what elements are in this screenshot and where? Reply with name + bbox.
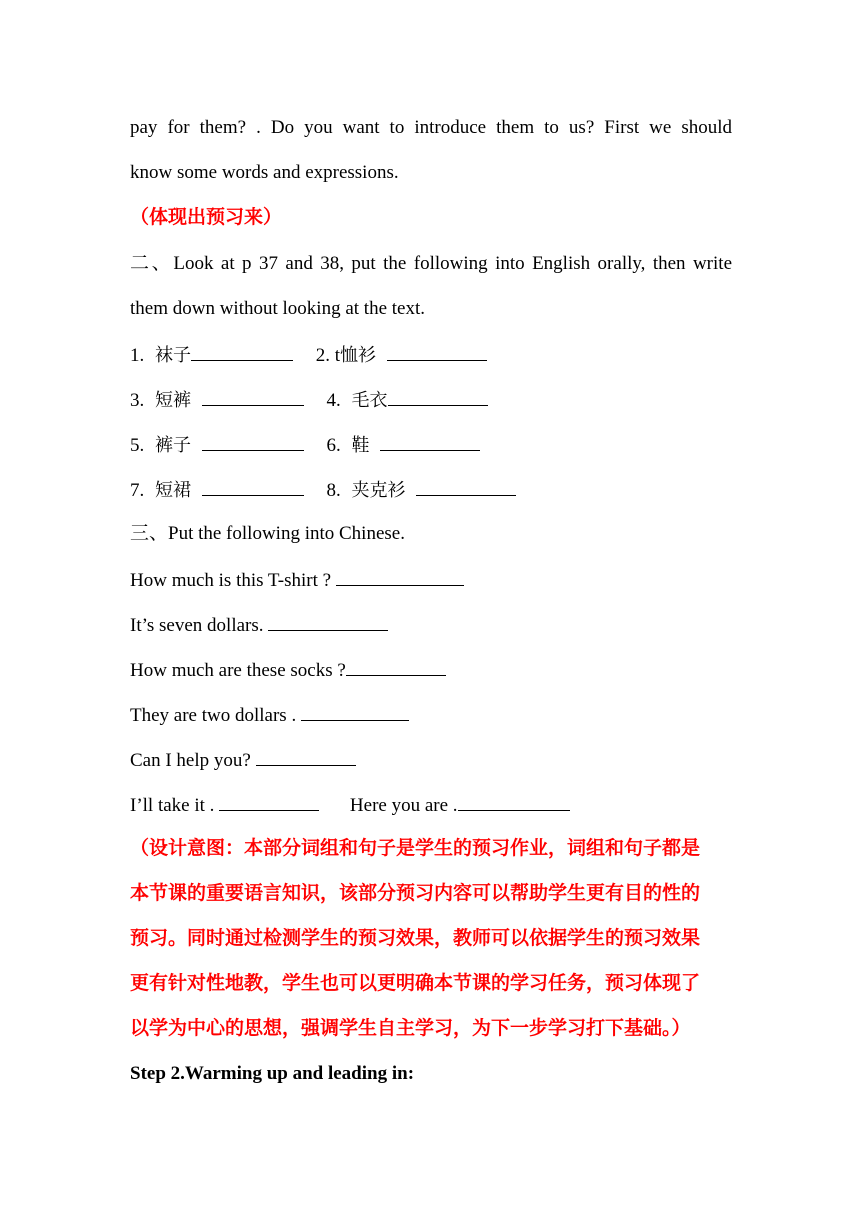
translation-item [130, 792, 570, 818]
sentence: Here you are . [349, 795, 458, 816]
answer-blank[interactable] [388, 387, 488, 406]
answer-blank[interactable] [380, 432, 480, 451]
sentence: Can I help you? [130, 750, 251, 771]
design-note-line-1: （设计意图：本部分词组和句子是学生的预习作业，词组和句子都是 [130, 838, 701, 859]
item-word: 恤衫 [340, 345, 377, 366]
sentence: I’ll take it . [130, 795, 215, 816]
design-note-line-3: 预习。同时通过检测学生的预习效果，教师可以依据学生的预习效果 [130, 928, 701, 949]
section3-heading: 三、Put the following into Chinese. [130, 523, 405, 544]
preview-note: （体现出预习来） [130, 207, 283, 228]
design-note-line-4: 更有针对性地教，学生也可以更明确本节课的学习任务，预习体现了 [130, 973, 701, 994]
vocab-row-2 [130, 387, 488, 413]
answer-blank[interactable] [301, 702, 409, 721]
item-word: 短裤 [155, 390, 191, 411]
translation-item [130, 747, 356, 773]
sentence: It’s seven dollars. [130, 615, 264, 636]
vocab-row-1 [130, 342, 487, 368]
answer-blank[interactable] [202, 477, 304, 496]
item-number: 6. [326, 435, 341, 456]
item-number: 2. t [315, 345, 341, 366]
step2-heading: Step 2.Warming up and leading in: [130, 1063, 415, 1084]
answer-blank[interactable] [191, 342, 293, 361]
answer-blank[interactable] [416, 477, 516, 496]
answer-blank[interactable] [219, 792, 319, 811]
item-word: 毛衣 [351, 390, 388, 411]
item-number: 7. [130, 480, 145, 501]
answer-blank[interactable] [458, 792, 570, 811]
answer-blank[interactable] [336, 567, 464, 586]
item-word: 夹克衫 [351, 480, 406, 501]
answer-blank[interactable] [387, 342, 487, 361]
answer-blank[interactable] [268, 612, 388, 631]
intro-line-2: know some words and expressions. [130, 162, 399, 183]
section2-instruction-line-2: them down without looking at the text. [130, 298, 425, 319]
answer-blank[interactable] [202, 432, 304, 451]
sentence: How much are these socks ? [130, 660, 346, 681]
sentence: They are two dollars . [130, 705, 297, 726]
design-note-line-5: 以学为中心的思想，强调学生自主学习，为下一步学习打下基础。） [130, 1018, 691, 1039]
item-number: 4. [326, 390, 341, 411]
answer-blank[interactable] [346, 657, 446, 676]
item-word: 袜子 [155, 345, 191, 366]
intro-line-1: pay for them? . Do you want to introduce them to us? First we should [130, 117, 732, 138]
translation-item [130, 612, 388, 638]
sentence: How much is this T-shirt ? [130, 570, 332, 591]
translation-item [130, 702, 409, 728]
translation-item [130, 657, 446, 683]
vocab-row-4 [130, 477, 516, 503]
item-word: 裤子 [155, 435, 191, 456]
vocab-row-3 [130, 432, 480, 458]
item-word: 鞋 [351, 435, 370, 456]
item-word: 短裙 [155, 480, 191, 501]
item-number: 8. [326, 480, 341, 501]
item-number: 1. [130, 345, 145, 366]
answer-blank[interactable] [256, 747, 356, 766]
item-number: 5. [130, 435, 145, 456]
answer-blank[interactable] [202, 387, 304, 406]
translation-item [130, 567, 464, 593]
design-note-line-2: 本节课的重要语言知识，该部分预习内容可以帮助学生更有目的性的 [130, 883, 701, 904]
section2-instruction-line-1: 二、Look at p 37 and 38, put the following into English orally, then write [130, 253, 732, 274]
item-number: 3. [130, 390, 145, 411]
